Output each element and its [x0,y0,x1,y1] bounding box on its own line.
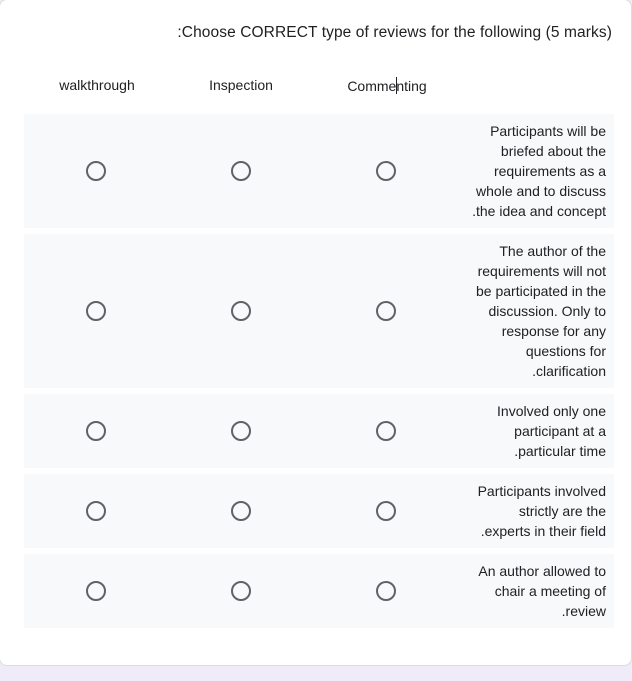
radio-commenting-row-2[interactable] [376,301,396,321]
grid-row-3 [24,394,614,468]
radio-commenting-row-5[interactable] [376,581,396,601]
page-background-strip [0,666,632,681]
radio-walkthrough-row-4[interactable] [86,501,106,521]
radio-commenting-row-4[interactable] [376,501,396,521]
row-label-1: Participants will be briefed about the requirements as a whole and to discuss .the idea and concept [472,123,606,219]
radio-inspection-row-3[interactable] [231,421,251,441]
radio-commenting-row-1[interactable] [376,161,396,181]
radio-walkthrough-row-5[interactable] [86,581,106,601]
radio-inspection-row-2[interactable] [231,301,251,321]
row-label-3: Involved only one participant at a .particular time [497,403,606,459]
question-title: :Choose CORRECT type of reviews for the following (5 marks) [177,24,612,41]
column-header-walkthrough: walkthrough [59,77,135,93]
column-header-commenting-part2: nting [396,78,427,94]
row-label-5: An author allowed to chair a meeting of .review [478,563,606,619]
radio-inspection-row-1[interactable] [231,161,251,181]
grid-row-4 [24,474,614,548]
radio-walkthrough-row-1[interactable] [86,161,106,181]
column-header-inspection: Inspection [209,77,273,93]
row-label-2: The author of the requirements will not be participated in the discussion. Only to response for any questions for .clarification [476,243,606,379]
grid-row-2 [24,234,614,388]
radio-inspection-row-4[interactable] [231,501,251,521]
grid-row-5 [24,554,614,628]
grid-row-1 [24,114,614,228]
column-header-commenting-part1: Comme [347,78,397,94]
row-label-4: Participants involved strictly are the .experts in their field [477,483,606,539]
radio-walkthrough-row-2[interactable] [86,301,106,321]
radio-walkthrough-row-3[interactable] [86,421,106,441]
radio-commenting-row-3[interactable] [376,421,396,441]
column-header-commenting [315,77,459,94]
radio-inspection-row-5[interactable] [231,581,251,601]
